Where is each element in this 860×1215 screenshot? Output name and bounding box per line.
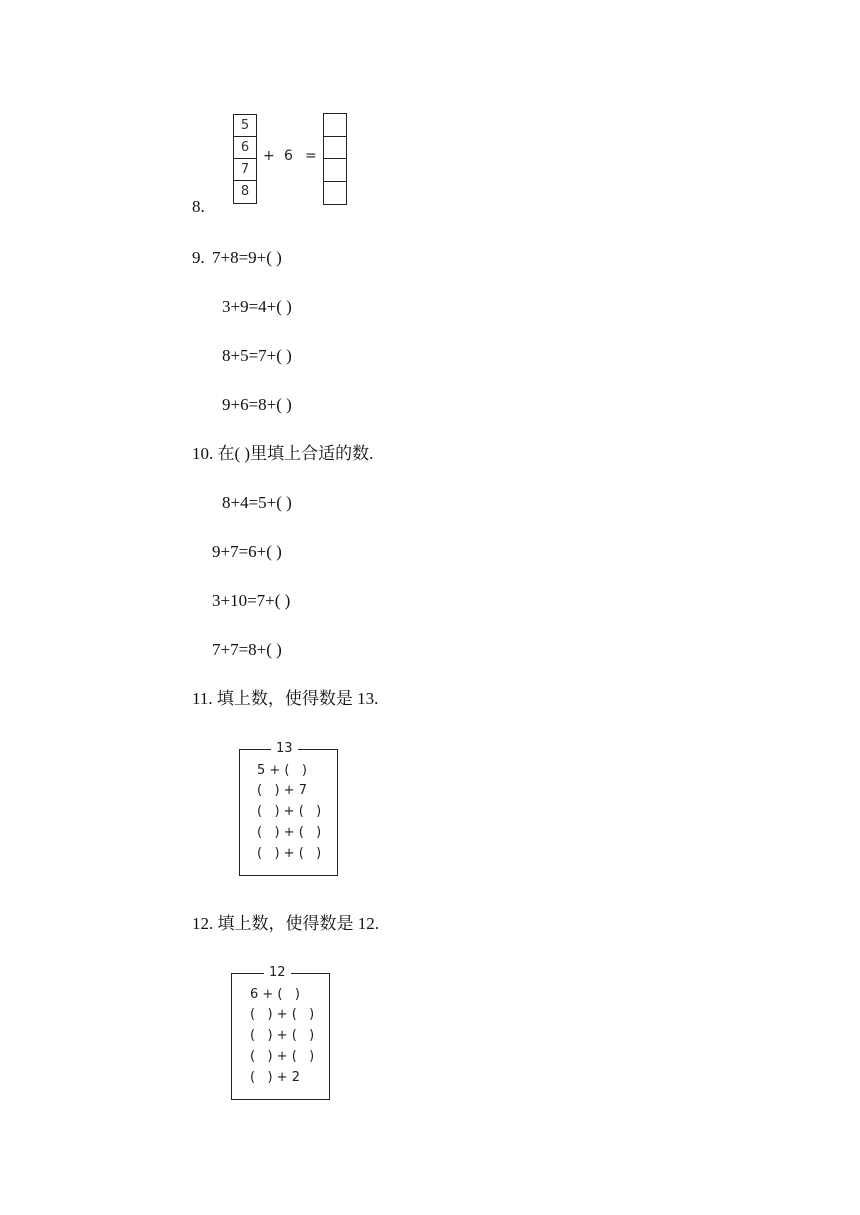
equation-line: 7+7=8+( ) [212,640,282,659]
box-row: 6 + ( ) [250,987,300,1002]
sum-box-13 [239,741,338,876]
equation-line: 8+5=7+( ) [222,346,292,365]
box-row: ( ) + ( ) [250,1028,315,1043]
problem-10-title: 10. 在( )里填上合适的数. [192,444,374,463]
plus-sign: + [263,148,275,164]
problem-12-title: 12. 填上数，使得数是 12. [192,914,379,933]
problem-8-number: 8. [192,197,205,216]
sum-box-12 [231,965,330,1100]
equation-line: 9+7=6+( ) [212,542,282,561]
answer-cell[interactable] [324,137,346,160]
problem-11-title: 11. 填上数，使得数是 13. [192,689,379,708]
column-cell: 7 [234,159,256,181]
box-title: 12 [264,964,291,982]
answer-cell[interactable] [324,182,346,205]
addend: 6 [284,148,293,164]
equation-line: 3+10=7+( ) [212,591,291,610]
equation-line: 9+6=8+( ) [222,395,292,414]
equation-line: 7+8=9+( ) [212,248,282,267]
box-title: 13 [271,740,298,758]
box-row: ( ) + ( ) [250,1007,315,1022]
box-row: 5 + ( ) [257,763,307,778]
answer-cell[interactable] [324,159,346,182]
problem-9-number: 9. [192,248,205,267]
box-row: ( ) + ( ) [257,825,322,840]
answer-column [323,113,347,205]
box-row: ( ) + 7 [257,783,307,798]
equals-sign: = [305,148,317,164]
box-row: ( ) + ( ) [257,846,322,861]
box-row: ( ) + ( ) [250,1049,315,1064]
equation-line: 8+4=5+( ) [222,493,292,512]
column-cell: 5 [234,115,256,137]
column-cell: 6 [234,137,256,159]
column-cell: 8 [240,184,250,199]
box-row: ( ) + ( ) [257,804,322,819]
answer-cell[interactable] [324,114,346,137]
number-column [233,114,257,204]
box-row: ( ) + 2 [250,1070,300,1085]
equation-line: 3+9=4+( ) [222,297,292,316]
